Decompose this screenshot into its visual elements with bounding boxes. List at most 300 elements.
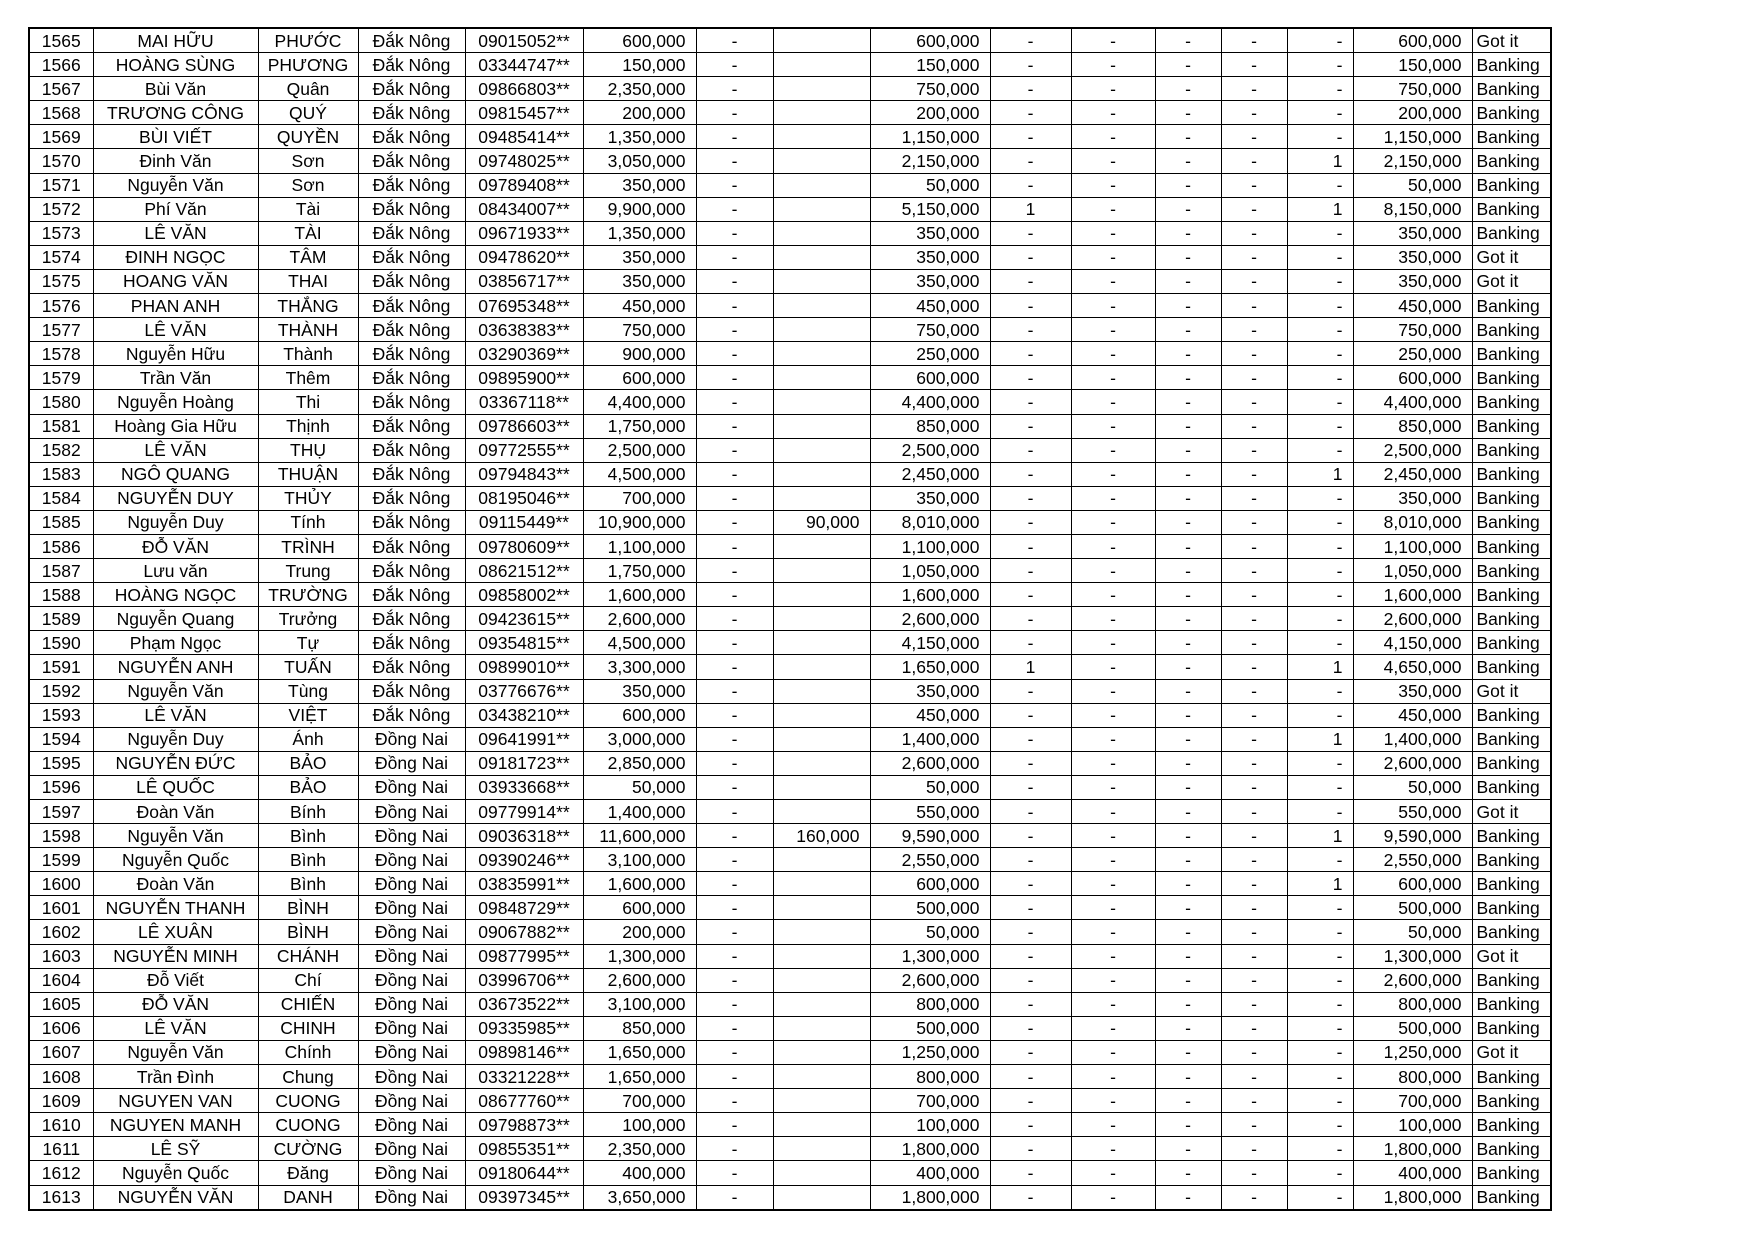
cell-approved-amount: 350,000 — [870, 679, 990, 703]
table-row — [29, 1161, 1551, 1185]
cell-flag-3: - — [1155, 269, 1221, 293]
cell-phone: 09115449** — [465, 510, 583, 534]
cell-first-name: Tài — [258, 197, 358, 221]
cell-first-name: Sơn — [258, 173, 358, 197]
cell-last-name: LÊ SỸ — [93, 1137, 258, 1161]
cell-deduction: - — [696, 101, 773, 125]
cell-last-name: NGUYỄN VĂN — [93, 1185, 258, 1210]
cell-last-name: Nguyễn Văn — [93, 1040, 258, 1064]
cell-flag-2: - — [1071, 342, 1155, 366]
cell-payment-method: Banking — [1472, 318, 1551, 342]
cell-flag-3: - — [1155, 53, 1221, 77]
cell-phone: 09354815** — [465, 631, 583, 655]
cell-flag-3: - — [1155, 703, 1221, 727]
cell-phone: 09015052** — [465, 28, 583, 53]
cell-flag-5: - — [1287, 414, 1353, 438]
cell-flag-4: - — [1221, 872, 1287, 896]
cell-row-id: 1610 — [29, 1113, 93, 1137]
cell-flag-5: - — [1287, 1016, 1353, 1040]
cell-flag-5: 1 — [1287, 727, 1353, 751]
cell-flag-1: - — [990, 1016, 1071, 1040]
cell-amount: 3,100,000 — [583, 992, 696, 1016]
cell-flag-2: - — [1071, 125, 1155, 149]
table-row — [29, 1016, 1551, 1040]
cell-deduction: - — [696, 800, 773, 824]
cell-payment-method: Banking — [1472, 414, 1551, 438]
cell-row-id: 1608 — [29, 1065, 93, 1089]
cell-row-id: 1598 — [29, 824, 93, 848]
cell-deduction: - — [696, 1040, 773, 1064]
cell-total-amount: 700,000 — [1353, 1089, 1472, 1113]
cell-last-name: NGÔ QUANG — [93, 462, 258, 486]
cell-adjustment — [773, 872, 870, 896]
cell-row-id: 1594 — [29, 727, 93, 751]
cell-adjustment: 160,000 — [773, 824, 870, 848]
cell-first-name: Sơn — [258, 149, 358, 173]
cell-row-id: 1584 — [29, 486, 93, 510]
cell-row-id: 1587 — [29, 559, 93, 583]
cell-approved-amount: 1,800,000 — [870, 1137, 990, 1161]
cell-deduction: - — [696, 944, 773, 968]
cell-amount: 4,500,000 — [583, 631, 696, 655]
cell-flag-1: - — [990, 269, 1071, 293]
cell-flag-4: - — [1221, 703, 1287, 727]
cell-last-name: Nguyễn Văn — [93, 173, 258, 197]
cell-total-amount: 600,000 — [1353, 28, 1472, 53]
cell-row-id: 1592 — [29, 679, 93, 703]
cell-row-id: 1588 — [29, 583, 93, 607]
cell-adjustment — [773, 1065, 870, 1089]
cell-phone: 09485414** — [465, 125, 583, 149]
cell-first-name: Chí — [258, 968, 358, 992]
cell-last-name: Nguyễn Quốc — [93, 848, 258, 872]
cell-flag-2: - — [1071, 727, 1155, 751]
cell-phone: 09794843** — [465, 462, 583, 486]
cell-deduction: - — [696, 992, 773, 1016]
cell-approved-amount: 2,500,000 — [870, 438, 990, 462]
cell-adjustment — [773, 534, 870, 558]
cell-province: Đắk Nông — [358, 101, 465, 125]
cell-flag-2: - — [1071, 1040, 1155, 1064]
cell-amount: 850,000 — [583, 1016, 696, 1040]
table-row — [29, 775, 1551, 799]
cell-flag-1: - — [990, 944, 1071, 968]
cell-first-name: CHINH — [258, 1016, 358, 1040]
cell-flag-3: - — [1155, 438, 1221, 462]
cell-flag-1: - — [990, 534, 1071, 558]
cell-flag-4: - — [1221, 968, 1287, 992]
cell-flag-3: - — [1155, 631, 1221, 655]
cell-adjustment — [773, 968, 870, 992]
cell-flag-1: - — [990, 77, 1071, 101]
cell-province: Đồng Nai — [358, 968, 465, 992]
cell-row-id: 1603 — [29, 944, 93, 968]
cell-flag-3: - — [1155, 944, 1221, 968]
cell-total-amount: 50,000 — [1353, 173, 1472, 197]
cell-flag-4: - — [1221, 269, 1287, 293]
table-row — [29, 920, 1551, 944]
cell-province: Đắk Nông — [358, 221, 465, 245]
cell-first-name: PHƯƠNG — [258, 53, 358, 77]
cell-province: Đồng Nai — [358, 1137, 465, 1161]
cell-flag-3: - — [1155, 1113, 1221, 1137]
cell-first-name: BÌNH — [258, 896, 358, 920]
cell-first-name: THÀNH — [258, 318, 358, 342]
cell-row-id: 1569 — [29, 125, 93, 149]
cell-flag-4: - — [1221, 1185, 1287, 1210]
cell-flag-4: - — [1221, 101, 1287, 125]
cell-approved-amount: 2,550,000 — [870, 848, 990, 872]
cell-last-name: LÊ VĂN — [93, 703, 258, 727]
cell-flag-5: - — [1287, 1065, 1353, 1089]
cell-flag-1: - — [990, 173, 1071, 197]
cell-flag-4: - — [1221, 510, 1287, 534]
cell-province: Đắk Nông — [358, 631, 465, 655]
cell-flag-1: - — [990, 775, 1071, 799]
cell-row-id: 1579 — [29, 366, 93, 390]
cell-flag-1: - — [990, 149, 1071, 173]
cell-amount: 350,000 — [583, 173, 696, 197]
cell-province: Đắk Nông — [358, 414, 465, 438]
cell-flag-4: - — [1221, 173, 1287, 197]
cell-flag-1: - — [990, 438, 1071, 462]
cell-last-name: ĐỖ VĂN — [93, 534, 258, 558]
cell-flag-1: - — [990, 221, 1071, 245]
cell-flag-3: - — [1155, 28, 1221, 53]
cell-province: Đắk Nông — [358, 53, 465, 77]
cell-row-id: 1571 — [29, 173, 93, 197]
cell-adjustment — [773, 294, 870, 318]
cell-flag-4: - — [1221, 1161, 1287, 1185]
cell-flag-4: - — [1221, 992, 1287, 1016]
cell-total-amount: 500,000 — [1353, 896, 1472, 920]
cell-province: Đồng Nai — [358, 872, 465, 896]
cell-amount: 2,850,000 — [583, 751, 696, 775]
cell-flag-2: - — [1071, 1016, 1155, 1040]
cell-flag-4: - — [1221, 920, 1287, 944]
cell-deduction: - — [696, 775, 773, 799]
cell-adjustment — [773, 703, 870, 727]
cell-row-id: 1612 — [29, 1161, 93, 1185]
cell-province: Đồng Nai — [358, 824, 465, 848]
cell-approved-amount: 800,000 — [870, 1065, 990, 1089]
cell-flag-4: - — [1221, 197, 1287, 221]
cell-province: Đắk Nông — [358, 559, 465, 583]
cell-adjustment — [773, 727, 870, 751]
cell-payment-method: Banking — [1472, 583, 1551, 607]
cell-adjustment — [773, 245, 870, 269]
cell-deduction: - — [696, 414, 773, 438]
cell-amount: 1,350,000 — [583, 125, 696, 149]
cell-deduction: - — [696, 125, 773, 149]
cell-payment-method: Banking — [1472, 1137, 1551, 1161]
cell-deduction: - — [696, 751, 773, 775]
cell-payment-method: Banking — [1472, 607, 1551, 631]
table-row — [29, 848, 1551, 872]
cell-province: Đồng Nai — [358, 992, 465, 1016]
cell-payment-method: Banking — [1472, 125, 1551, 149]
cell-adjustment — [773, 920, 870, 944]
cell-approved-amount: 500,000 — [870, 1016, 990, 1040]
cell-phone: 09895900** — [465, 366, 583, 390]
cell-flag-2: - — [1071, 800, 1155, 824]
cell-payment-method: Banking — [1472, 559, 1551, 583]
cell-amount: 150,000 — [583, 53, 696, 77]
cell-flag-2: - — [1071, 245, 1155, 269]
cell-flag-1: - — [990, 848, 1071, 872]
cell-row-id: 1581 — [29, 414, 93, 438]
cell-flag-2: - — [1071, 679, 1155, 703]
cell-total-amount: 800,000 — [1353, 1065, 1472, 1089]
cell-phone: 09180644** — [465, 1161, 583, 1185]
cell-total-amount: 100,000 — [1353, 1113, 1472, 1137]
cell-adjustment — [773, 53, 870, 77]
cell-province: Đắk Nông — [358, 318, 465, 342]
cell-first-name: CUONG — [258, 1113, 358, 1137]
cell-last-name: NGUYEN VAN — [93, 1089, 258, 1113]
cell-row-id: 1566 — [29, 53, 93, 77]
table-row — [29, 534, 1551, 558]
cell-last-name: Nguyễn Quang — [93, 607, 258, 631]
cell-approved-amount: 50,000 — [870, 173, 990, 197]
cell-total-amount: 550,000 — [1353, 800, 1472, 824]
cell-first-name: Thêm — [258, 366, 358, 390]
table-row — [29, 510, 1551, 534]
cell-deduction: - — [696, 1016, 773, 1040]
cell-flag-3: - — [1155, 173, 1221, 197]
cell-flag-5: - — [1287, 679, 1353, 703]
cell-flag-4: - — [1221, 559, 1287, 583]
cell-first-name: Tự — [258, 631, 358, 655]
cell-first-name: CƯỜNG — [258, 1137, 358, 1161]
cell-approved-amount: 600,000 — [870, 366, 990, 390]
cell-payment-method: Banking — [1472, 920, 1551, 944]
cell-deduction: - — [696, 896, 773, 920]
cell-last-name: LÊ VĂN — [93, 318, 258, 342]
table-row — [29, 366, 1551, 390]
cell-flag-1: - — [990, 1137, 1071, 1161]
cell-adjustment — [773, 197, 870, 221]
cell-payment-method: Banking — [1472, 438, 1551, 462]
cell-amount: 1,750,000 — [583, 559, 696, 583]
cell-approved-amount: 1,150,000 — [870, 125, 990, 149]
cell-flag-2: - — [1071, 920, 1155, 944]
cell-phone: 09036318** — [465, 824, 583, 848]
cell-flag-3: - — [1155, 1040, 1221, 1064]
table-row — [29, 607, 1551, 631]
cell-deduction: - — [696, 173, 773, 197]
cell-adjustment — [773, 101, 870, 125]
cell-flag-2: - — [1071, 197, 1155, 221]
cell-deduction: - — [696, 607, 773, 631]
cell-phone: 09789408** — [465, 173, 583, 197]
cell-adjustment — [773, 1089, 870, 1113]
cell-flag-2: - — [1071, 269, 1155, 293]
cell-approved-amount: 1,800,000 — [870, 1185, 990, 1210]
cell-phone: 03673522** — [465, 992, 583, 1016]
cell-total-amount: 350,000 — [1353, 269, 1472, 293]
cell-flag-1: - — [990, 727, 1071, 751]
cell-approved-amount: 100,000 — [870, 1113, 990, 1137]
table-row — [29, 53, 1551, 77]
cell-phone: 09898146** — [465, 1040, 583, 1064]
cell-adjustment — [773, 318, 870, 342]
table-row — [29, 438, 1551, 462]
cell-flag-3: - — [1155, 125, 1221, 149]
cell-flag-3: - — [1155, 727, 1221, 751]
cell-flag-5: - — [1287, 53, 1353, 77]
cell-province: Đắk Nông — [358, 486, 465, 510]
cell-row-id: 1577 — [29, 318, 93, 342]
cell-flag-1: - — [990, 631, 1071, 655]
cell-amount: 1,600,000 — [583, 583, 696, 607]
cell-last-name: NGUYỄN THANH — [93, 896, 258, 920]
cell-approved-amount: 50,000 — [870, 920, 990, 944]
cell-amount: 450,000 — [583, 294, 696, 318]
cell-total-amount: 50,000 — [1353, 920, 1472, 944]
cell-row-id: 1604 — [29, 968, 93, 992]
cell-flag-5: - — [1287, 751, 1353, 775]
cell-phone: 09181723** — [465, 751, 583, 775]
cell-flag-1: - — [990, 896, 1071, 920]
cell-adjustment — [773, 173, 870, 197]
cell-flag-2: - — [1071, 824, 1155, 848]
cell-flag-3: - — [1155, 1137, 1221, 1161]
cell-total-amount: 850,000 — [1353, 414, 1472, 438]
cell-flag-1: 1 — [990, 197, 1071, 221]
cell-adjustment — [773, 896, 870, 920]
cell-flag-4: - — [1221, 1040, 1287, 1064]
cell-last-name: LÊ VĂN — [93, 438, 258, 462]
cell-last-name: LÊ VĂN — [93, 1016, 258, 1040]
cell-flag-2: - — [1071, 221, 1155, 245]
cell-flag-3: - — [1155, 679, 1221, 703]
table-row — [29, 679, 1551, 703]
cell-total-amount: 8,010,000 — [1353, 510, 1472, 534]
cell-flag-1: - — [990, 679, 1071, 703]
cell-deduction: - — [696, 679, 773, 703]
cell-flag-2: - — [1071, 1137, 1155, 1161]
table-row — [29, 824, 1551, 848]
cell-payment-method: Banking — [1472, 703, 1551, 727]
cell-total-amount: 1,150,000 — [1353, 125, 1472, 149]
cell-amount: 2,600,000 — [583, 968, 696, 992]
cell-amount: 200,000 — [583, 920, 696, 944]
cell-adjustment — [773, 486, 870, 510]
cell-deduction: - — [696, 559, 773, 583]
cell-phone: 03996706** — [465, 968, 583, 992]
cell-flag-3: - — [1155, 559, 1221, 583]
cell-deduction: - — [696, 342, 773, 366]
cell-total-amount: 200,000 — [1353, 101, 1472, 125]
cell-flag-5: - — [1287, 1113, 1353, 1137]
cell-first-name: Thịnh — [258, 414, 358, 438]
cell-last-name: LÊ VĂN — [93, 221, 258, 245]
cell-flag-1: - — [990, 462, 1071, 486]
cell-province: Đắk Nông — [358, 269, 465, 293]
cell-deduction: - — [696, 438, 773, 462]
cell-flag-1: - — [990, 824, 1071, 848]
cell-phone: 09478620** — [465, 245, 583, 269]
cell-deduction: - — [696, 655, 773, 679]
cell-last-name: Nguyễn Hữu — [93, 342, 258, 366]
cell-flag-2: - — [1071, 462, 1155, 486]
cell-phone: 09748025** — [465, 149, 583, 173]
cell-flag-1: - — [990, 1040, 1071, 1064]
cell-amount: 3,300,000 — [583, 655, 696, 679]
cell-total-amount: 8,150,000 — [1353, 197, 1472, 221]
cell-flag-3: - — [1155, 221, 1221, 245]
cell-first-name: BÌNH — [258, 920, 358, 944]
cell-flag-5: - — [1287, 896, 1353, 920]
cell-flag-5: 1 — [1287, 462, 1353, 486]
cell-approved-amount: 350,000 — [870, 269, 990, 293]
table-row — [29, 173, 1551, 197]
table-row — [29, 727, 1551, 751]
cell-province: Đồng Nai — [358, 800, 465, 824]
cell-province: Đồng Nai — [358, 1161, 465, 1185]
cell-deduction: - — [696, 1113, 773, 1137]
cell-province: Đắk Nông — [358, 438, 465, 462]
cell-first-name: Bình — [258, 824, 358, 848]
cell-first-name: TRÌNH — [258, 534, 358, 558]
cell-phone: 09671933** — [465, 221, 583, 245]
cell-province: Đắk Nông — [358, 125, 465, 149]
cell-total-amount: 800,000 — [1353, 992, 1472, 1016]
cell-payment-method: Banking — [1472, 510, 1551, 534]
cell-phone: 03933668** — [465, 775, 583, 799]
cell-last-name: Trần Đình — [93, 1065, 258, 1089]
cell-flag-1: - — [990, 1065, 1071, 1089]
cell-flag-5: - — [1287, 245, 1353, 269]
cell-amount: 1,650,000 — [583, 1065, 696, 1089]
cell-flag-5: - — [1287, 318, 1353, 342]
cell-flag-2: - — [1071, 1089, 1155, 1113]
cell-row-id: 1591 — [29, 655, 93, 679]
cell-phone: 08677760** — [465, 1089, 583, 1113]
cell-row-id: 1576 — [29, 294, 93, 318]
cell-total-amount: 1,800,000 — [1353, 1137, 1472, 1161]
cell-payment-method: Banking — [1472, 101, 1551, 125]
cell-payment-method: Banking — [1472, 1089, 1551, 1113]
table-row — [29, 294, 1551, 318]
cell-row-id: 1585 — [29, 510, 93, 534]
cell-deduction: - — [696, 968, 773, 992]
cell-row-id: 1575 — [29, 269, 93, 293]
cell-flag-4: - — [1221, 390, 1287, 414]
cell-flag-4: - — [1221, 824, 1287, 848]
cell-flag-4: - — [1221, 896, 1287, 920]
cell-flag-1: - — [990, 510, 1071, 534]
cell-flag-5: - — [1287, 559, 1353, 583]
cell-amount: 1,400,000 — [583, 800, 696, 824]
cell-approved-amount: 5,150,000 — [870, 197, 990, 221]
cell-flag-3: - — [1155, 510, 1221, 534]
cell-flag-2: - — [1071, 438, 1155, 462]
cell-flag-2: - — [1071, 149, 1155, 173]
cell-total-amount: 9,590,000 — [1353, 824, 1472, 848]
cell-adjustment — [773, 944, 870, 968]
cell-phone: 09779914** — [465, 800, 583, 824]
cell-row-id: 1597 — [29, 800, 93, 824]
cell-amount: 1,300,000 — [583, 944, 696, 968]
cell-adjustment — [773, 775, 870, 799]
cell-approved-amount: 600,000 — [870, 28, 990, 53]
cell-flag-2: - — [1071, 101, 1155, 125]
cell-amount: 600,000 — [583, 703, 696, 727]
cell-total-amount: 150,000 — [1353, 53, 1472, 77]
cell-adjustment — [773, 125, 870, 149]
